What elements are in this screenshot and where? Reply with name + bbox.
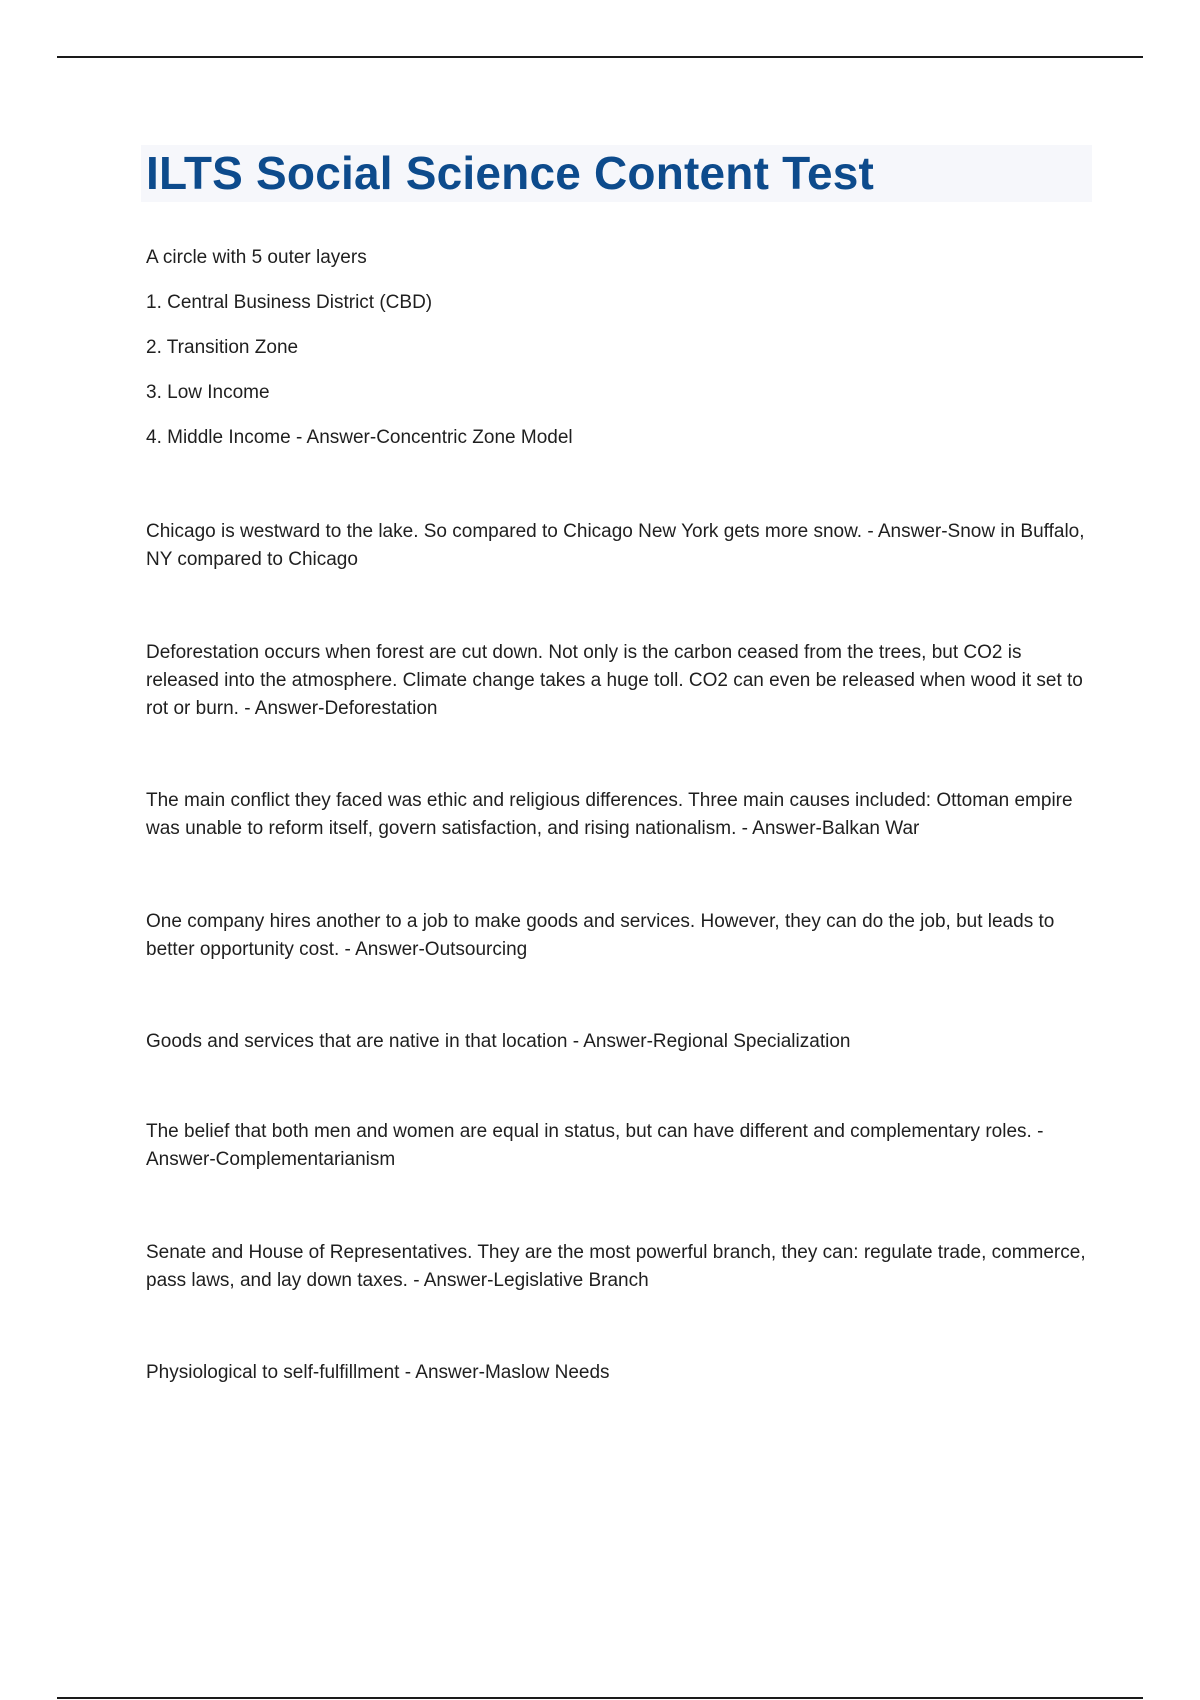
qa-item: The belief that both men and women are equal in status, but can have different and complementary roles. - Answer-Complementarianism [146,1121,1044,1170]
qa-item: Goods and services that are native in that location - Answer-Regional Specialization [146,1031,851,1052]
intro-line: A circle with 5 outer layers [146,247,367,268]
page-title: ILTS Social Science Content Test [146,147,875,199]
qa-item: Deforestation occurs when forest are cut down. Not only is the carbon ceased from the trees, but CO2 is released into the atmosphere. Climate change takes a huge toll. CO2 can even be released when wood it set to rot or burn. - Answer-Deforestation [146,642,1083,719]
intro-line: 4. Middle Income - Answer-Concentric Zone Model [146,427,573,448]
qa-item: One company hires another to a job to make goods and services. However, they can do the job, but leads to better opportunity cost. - Answer-Outsourcing [146,911,1055,960]
intro-line: 1. Central Business District (CBD) [146,292,433,313]
intro-line: 2. Transition Zone [146,337,299,358]
top-rule [57,56,1143,58]
bottom-rule [57,1697,1143,1699]
intro-line: 3. Low Income [146,382,270,403]
qa-item: Physiological to self-fulfillment - Answer-Maslow Needs [146,1362,610,1383]
qa-item: Senate and House of Representatives. They are the most powerful branch, they can: regulate trade, commerce, pass laws, and lay down taxes. - Answer-Legislative Branch [146,1242,1086,1291]
qa-item: The main conflict they faced was ethic and religious differences. Three main causes included: Ottoman empire was unable to reform itself, govern satisfaction, and rising nationalism. - Answer-Balkan War [146,790,1073,839]
intro-block [146,244,1091,452]
qa-item: Chicago is westward to the lake. So compared to Chicago New York gets more snow. - Answer-Snow in Buffalo, NY compared to Chicago [146,521,1085,570]
